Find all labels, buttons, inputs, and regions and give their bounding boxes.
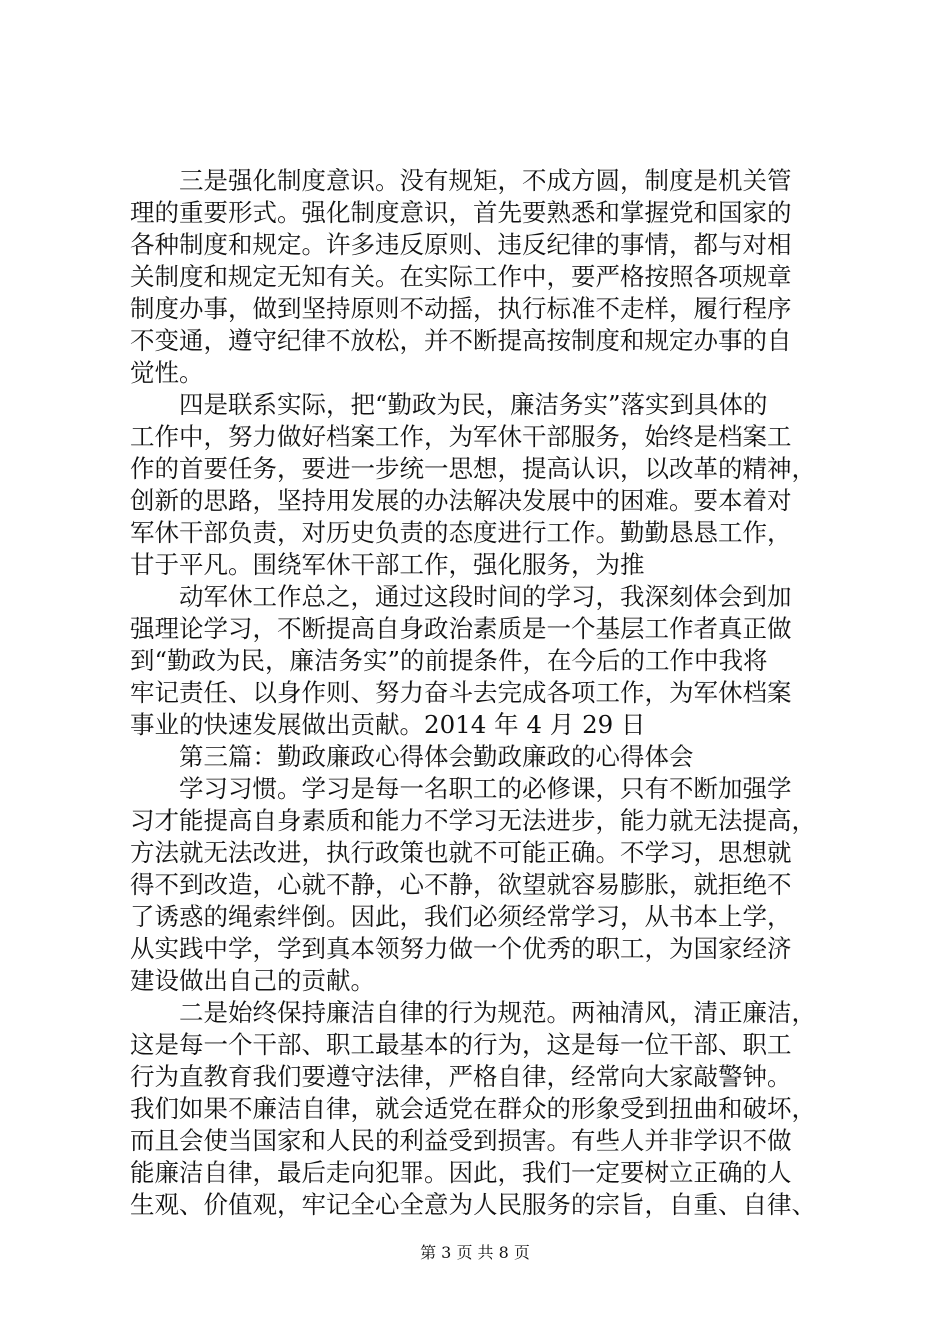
text-line: 能廉洁自律，最后走向犯罪。因此，我们一定要树立正确的人 [130,1158,792,1187]
text-line: 四是联系实际，把“勤政为民，廉洁务实”落实到具体的 [179,390,768,419]
text-line: 这是每一个干部、职工最基本的行为，这是每一位干部、职工 [130,1030,792,1059]
text-line: 创新的思路，坚持用发展的办法解决发展中的困难。要本着对 [130,486,792,515]
text-line: 理的重要形式。强化制度意识，首先要熟悉和掌握党和国家的 [130,198,792,227]
text-line: 方法就无法改进，执行政策也就不可能正确。不学习，思想就 [130,838,792,867]
text-line: 生观、价值观，牢记全心全意为人民服务的宗旨，自重、自律、 [130,1190,816,1219]
document-body [130,165,830,1221]
text-line: 觉性。 [130,358,204,387]
text-line: 而且会使当国家和人民的利益受到损害。有些人并非学识不做 [130,1126,792,1155]
text-line: 动军休工作总之，通过这段时间的学习，我深刻体会到加 [179,582,792,611]
text-line: 作的首要任务，要进一步统一思想，提高认识，以改革的精神， [130,454,816,483]
text-line: 了诱惑的绳索绊倒。因此，我们必须经常学习，从书本上学， [130,902,792,931]
text-line: 制度办事，做到坚持原则不动摇，执行标准不走样，履行程序 [130,294,792,323]
text-line: 军休干部负责，对历史负责的态度进行工作。勤勤恳恳工作， [130,518,792,547]
text-line: 建设做出自己的贡献。 [130,966,375,995]
text-line: 行为直教育我们要遵守法律，严格自律，经常向大家敲警钟。 [130,1062,792,1091]
text-line: 三是强化制度意识。没有规矩，不成方圆，制度是机关管 [179,166,792,195]
text-line: 到“勤政为民，廉洁务实”的前提条件，在今后的工作中我将 [130,646,768,675]
text-line: 不变通，遵守纪律不放松，并不断提高按制度和规定办事的自 [130,326,792,355]
text-line: 二是始终保持廉洁自律的行为规范。两袖清风，清正廉洁， [179,998,816,1027]
text-line: 得不到改造，心就不静，心不静，欲望就容易膨胀，就拒绝不 [130,870,792,899]
text-line: 事业的快速发展做出贡献。2014 年 4 月 29 日 [130,710,646,739]
text-line: 各种制度和规定。许多违反原则、违反纪律的事情，都与对相 [130,230,792,259]
text-line: 学习习惯。学习是每一名职工的必修课，只有不断加强学 [179,774,792,803]
text-line: 强理论学习，不断提高自身政治素质是一个基层工作者真正做 [130,614,792,643]
page-footer: 第 3 页 共 8 页 [420,1243,530,1262]
text-line: 牢记责任、以身作则、努力奋斗去完成各项工作，为军休档案 [130,678,792,707]
text-line: 关制度和规定无知有关。在实际工作中，要严格按照各项规章 [130,262,792,291]
text-line: 第三篇：勤政廉政心得体会勤政廉政的心得体会 [179,742,694,771]
text-line: 甘于平凡。围绕军休干部工作，强化服务，为推 [130,550,645,579]
text-line: 习才能提高自身素质和能力不学习无法进步，能力就无法提高， [130,806,816,835]
text-line: 从实践中学，学到真本领努力做一个优秀的职工，为国家经济 [130,934,792,963]
text-line: 工作中，努力做好档案工作，为军休干部服务，始终是档案工 [130,422,792,451]
text-line: 我们如果不廉洁自律，就会适党在群众的形象受到扭曲和破坏， [130,1094,816,1123]
